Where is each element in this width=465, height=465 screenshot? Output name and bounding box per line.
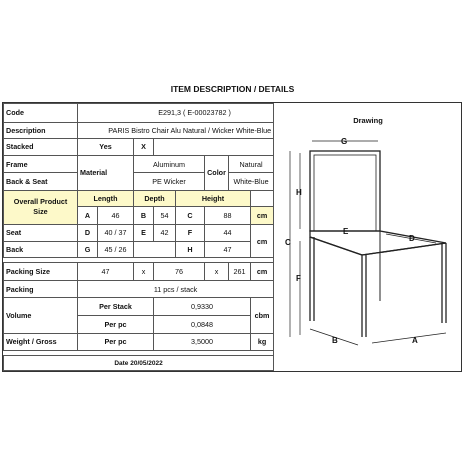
dim-h-letter: H	[176, 241, 205, 258]
row-packing	[4, 280, 274, 298]
label-g: G	[341, 137, 348, 146]
weight-per-pc-label: Per pc	[78, 333, 154, 351]
volume-unit: cbm	[251, 298, 274, 333]
material-frame-value: Aluminum	[134, 155, 205, 173]
row-stacked	[4, 139, 274, 156]
per-stack-value: 0,9330	[154, 298, 251, 316]
frame-label: Frame	[4, 155, 78, 173]
row-seat	[4, 225, 274, 242]
weight-unit: kg	[251, 333, 274, 351]
stacked-label: Stacked	[4, 139, 78, 156]
row-date	[4, 356, 274, 371]
drawing-panel	[273, 103, 461, 371]
dim-c-letter: C	[176, 207, 205, 225]
packing-size-length: 47	[78, 263, 134, 281]
date-text: Date 20/05/2022	[4, 356, 274, 371]
row-packing-size	[4, 263, 274, 281]
overall-size-label: Overall Product Size	[4, 190, 78, 224]
dim-f-letter: F	[176, 225, 205, 242]
color-frame-value: Natural	[229, 155, 274, 173]
page-title: ITEM DESCRIPTION / DETAILS	[170, 84, 295, 94]
chair-back	[310, 151, 380, 231]
row-back-seat	[4, 173, 274, 191]
label-c: C	[285, 238, 291, 247]
dim-g-value: 45 / 26	[98, 241, 134, 258]
back-label: Back	[4, 241, 78, 258]
volume-per-pc-value: 0,0848	[154, 316, 251, 334]
stacked-value: Yes	[78, 139, 134, 156]
dim-h-value: 47	[205, 241, 251, 258]
dim-a-value: 46	[98, 207, 134, 225]
row-weight	[4, 333, 274, 351]
label-f: F	[296, 274, 301, 283]
label-a: A	[412, 336, 418, 345]
packing-label: Packing	[4, 280, 78, 298]
dim-f-value: 44	[205, 225, 251, 242]
dim-d-value: 40 / 37	[98, 225, 134, 242]
chair-seat	[310, 231, 446, 255]
packing-size-x1: x	[134, 263, 154, 281]
dim-e-value: 42	[154, 225, 176, 242]
seat-label: Seat	[4, 225, 78, 242]
packing-size-height: 261	[229, 263, 251, 281]
dim-b-letter: B	[134, 207, 154, 225]
height-header: Height	[176, 190, 251, 207]
spec-sheet	[2, 102, 462, 372]
stacked-mark: X	[134, 139, 154, 156]
overall-unit: cm	[251, 207, 274, 225]
row-frame	[4, 155, 274, 173]
material-label: Material	[78, 155, 134, 190]
row-overall-header	[4, 190, 274, 207]
dimension-labels	[285, 137, 418, 345]
seat-back-unit: cm	[251, 225, 274, 258]
spec-table	[3, 103, 274, 371]
depth-header: Depth	[134, 190, 176, 207]
dim-e-letter: E	[134, 225, 154, 242]
back-seat-label: Back & Seat	[4, 173, 78, 191]
packing-size-label: Packing Size	[4, 263, 78, 281]
dim-d-letter: D	[78, 225, 98, 242]
material-seat-value: PE Wicker	[134, 173, 205, 191]
length-header: Length	[78, 190, 134, 207]
row-volume-stack	[4, 298, 274, 316]
packing-value: 11 pcs / stack	[78, 280, 274, 298]
dim-g-letter: G	[78, 241, 98, 258]
per-stack-label: Per Stack	[78, 298, 154, 316]
row-description	[4, 122, 274, 139]
drawing-title: Drawing	[353, 116, 383, 125]
code-label: Code	[4, 104, 78, 123]
chair-drawing	[274, 131, 462, 371]
packing-size-width: 76	[154, 263, 205, 281]
weight-value: 3,5000	[154, 333, 251, 351]
chair-frame	[310, 151, 446, 337]
dim-c-value: 88	[205, 207, 251, 225]
label-b: B	[332, 336, 338, 345]
label-h: H	[296, 188, 302, 197]
description-value: PARIS Bistro Chair Alu Natural / Wicker White-Blue	[78, 122, 274, 139]
packing-size-x2: x	[205, 263, 229, 281]
color-label: Color	[205, 155, 229, 190]
code-value: E291,3 ( E-00023782 )	[78, 104, 274, 123]
label-e: E	[343, 227, 349, 236]
weight-label: Weight / Gross	[4, 333, 78, 351]
row-code	[4, 104, 274, 123]
row-back	[4, 241, 274, 258]
color-seat-value: White-Blue	[229, 173, 274, 191]
volume-label: Volume	[4, 298, 78, 333]
packing-size-unit: cm	[251, 263, 274, 281]
dim-a-letter: A	[78, 207, 98, 225]
label-d: D	[409, 234, 415, 243]
description-label: Description	[4, 122, 78, 139]
dim-b-value: 54	[154, 207, 176, 225]
volume-per-pc-label: Per pc	[78, 316, 154, 334]
